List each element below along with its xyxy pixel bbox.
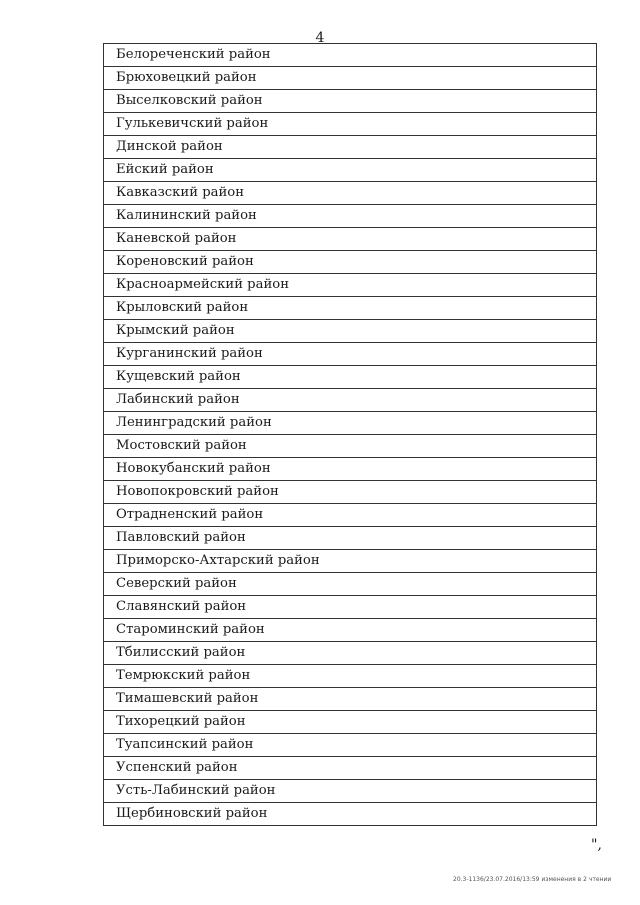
- district-cell: Гулькевичский район: [104, 113, 597, 136]
- table-row: [104, 757, 597, 780]
- table-row: [104, 642, 597, 665]
- table-row: [104, 481, 597, 504]
- table-row: [104, 67, 597, 90]
- district-cell: Белореченский район: [104, 44, 597, 67]
- table-row: [104, 412, 597, 435]
- table-row: [104, 504, 597, 527]
- district-cell: Северский район: [104, 573, 597, 596]
- district-cell: Крыловский район: [104, 297, 597, 320]
- table-row: [104, 734, 597, 757]
- page-number: 4: [315, 30, 325, 46]
- district-cell: Крымский район: [104, 320, 597, 343]
- district-cell: Новокубанский район: [104, 458, 597, 481]
- district-cell: Кущевский район: [104, 366, 597, 389]
- district-cell: Курганинский район: [104, 343, 597, 366]
- table-row: [104, 527, 597, 550]
- table-row: [104, 274, 597, 297]
- district-cell: Красноармейский район: [104, 274, 597, 297]
- table-row: [104, 228, 597, 251]
- table-row: [104, 458, 597, 481]
- table-row: [104, 619, 597, 642]
- table-row: [104, 366, 597, 389]
- table-row: [104, 435, 597, 458]
- table-row: [104, 182, 597, 205]
- table-row: [104, 205, 597, 228]
- district-cell: Брюховецкий район: [104, 67, 597, 90]
- district-cell: Каневской район: [104, 228, 597, 251]
- table-row: [104, 803, 597, 826]
- district-cell: Кореновский район: [104, 251, 597, 274]
- table-row: [104, 90, 597, 113]
- closing-quote: ",: [591, 837, 602, 853]
- table-row: [104, 389, 597, 412]
- district-cell: Ленинградский район: [104, 412, 597, 435]
- footer-stamp: 20.3-1136/23.07.2016/13:59 изменения в 2 чтении: [453, 876, 612, 883]
- table-row: [104, 136, 597, 159]
- table-row: [104, 44, 597, 67]
- district-cell: Тбилисский район: [104, 642, 597, 665]
- districts-table-body: [104, 44, 597, 826]
- table-row: [104, 550, 597, 573]
- table-row: [104, 159, 597, 182]
- table-row: [104, 251, 597, 274]
- district-cell: Тимашевский район: [104, 688, 597, 711]
- district-cell: Усть-Лабинский район: [104, 780, 597, 803]
- district-cell: Новопокровский район: [104, 481, 597, 504]
- district-cell: Щербиновский район: [104, 803, 597, 826]
- district-cell: Отрадненский район: [104, 504, 597, 527]
- districts-table: [103, 43, 597, 826]
- district-cell: Тихорецкий район: [104, 711, 597, 734]
- table-row: [104, 780, 597, 803]
- district-cell: Калининский район: [104, 205, 597, 228]
- district-cell: Приморско-Ахтарский район: [104, 550, 597, 573]
- district-cell: Павловский район: [104, 527, 597, 550]
- table-row: [104, 113, 597, 136]
- table-row: [104, 665, 597, 688]
- district-cell: Успенский район: [104, 757, 597, 780]
- district-cell: Ейский район: [104, 159, 597, 182]
- district-cell: Кавказский район: [104, 182, 597, 205]
- district-cell: Мостовский район: [104, 435, 597, 458]
- table-row: [104, 320, 597, 343]
- district-cell: Славянский район: [104, 596, 597, 619]
- table-row: [104, 343, 597, 366]
- table-row: [104, 688, 597, 711]
- district-cell: Темрюкский район: [104, 665, 597, 688]
- district-cell: Динской район: [104, 136, 597, 159]
- district-cell: Туапсинский район: [104, 734, 597, 757]
- table-row: [104, 596, 597, 619]
- district-cell: Лабинский район: [104, 389, 597, 412]
- district-cell: Староминский район: [104, 619, 597, 642]
- table-row: [104, 573, 597, 596]
- table-row: [104, 711, 597, 734]
- table-row: [104, 297, 597, 320]
- district-cell: Выселковский район: [104, 90, 597, 113]
